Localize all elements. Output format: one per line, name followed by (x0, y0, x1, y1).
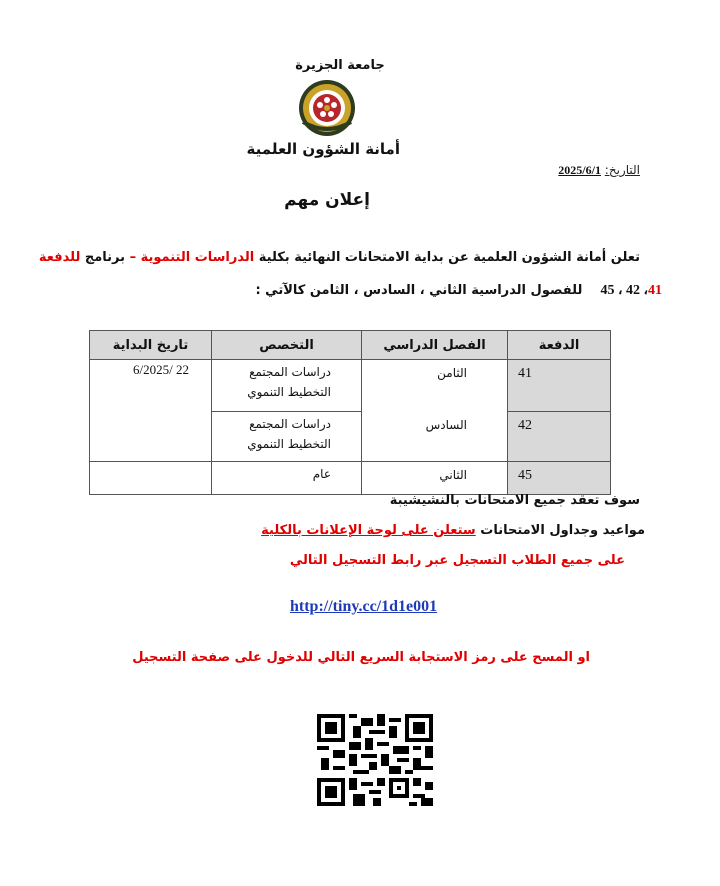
register-note: على جميع الطلاب التسجيل عبر رابط التسجيل التالي (289, 553, 625, 568)
date-value: 2025/6/1 (558, 163, 601, 177)
office-name: أمانة الشؤون العلمية (246, 140, 400, 158)
announcement-heading: إعلان مهم (284, 190, 370, 210)
location-note: سوف تعقد جميع الامتحانات بالنشيشيبة (389, 493, 640, 508)
cell-batch: 45 (508, 462, 611, 495)
spec-line-1: دراسات المجتمع (249, 417, 331, 431)
intro-text: تعلن أمانة الشؤون العلمية عن بداية الامتحانات النهائية بكلية (258, 250, 640, 265)
cell-batch: 42 (508, 412, 611, 462)
schedule-prefix: مواعيد وجداول الامتحانات (480, 523, 645, 538)
schedule-note (260, 523, 645, 538)
schedule-red: ستعلن على لوحة الإعلانات بالكلية (261, 523, 476, 538)
batch-rest: ، 42 ، 45 (600, 283, 648, 298)
table-row (90, 462, 611, 495)
header-specialization: التخصص (212, 331, 362, 360)
announcement-line-2 (200, 282, 662, 299)
header-batch: الدفعة (508, 331, 611, 360)
date-label: التاريخ: (604, 163, 640, 177)
cell-specialization (212, 412, 362, 462)
cell-start-date: 22 /6/2025 (90, 360, 212, 462)
spec-line-2: التخطيط التنموي (247, 385, 331, 399)
spec-line-2: التخطيط التنموي (247, 437, 331, 451)
batch-word: للدفعة (38, 250, 81, 265)
spec-line-1: دراسات المجتمع (249, 365, 331, 379)
qr-note: او المسح على رمز الاستجابة السريع التالي للدخول على صفحة التسجيل (132, 650, 590, 665)
announcement-line-1 (38, 250, 640, 265)
batch-first: 41 (648, 283, 662, 298)
cell-start-date (90, 462, 212, 495)
exam-schedule-table (89, 330, 611, 495)
cell-semester: الثامن (362, 360, 508, 412)
cell-semester: الثاني (362, 462, 508, 495)
table-header-row (90, 331, 611, 360)
cell-batch: 41 (508, 360, 611, 412)
dash: – (129, 250, 137, 265)
registration-link[interactable]: http://tiny.cc/1d1e001 (290, 598, 438, 615)
header-start-date: تاريخ البداية (90, 331, 212, 360)
university-logo (297, 78, 357, 138)
cell-specialization (212, 360, 362, 412)
table-row (90, 360, 611, 412)
cell-semester: السادس (362, 412, 508, 462)
cell-specialization: عام (212, 462, 362, 495)
program-label: برنامج (84, 250, 126, 265)
semesters-text: للفصول الدراسية الثاني ، السادس ، الثامن كالآتي : (255, 283, 583, 298)
qr-code[interactable] (316, 714, 434, 806)
college-name: الدراسات التنموية (140, 250, 255, 265)
header-semester: الفصل الدراسي (362, 331, 508, 360)
date (520, 163, 640, 178)
university-name: جامعة الجزيرة (295, 58, 385, 73)
